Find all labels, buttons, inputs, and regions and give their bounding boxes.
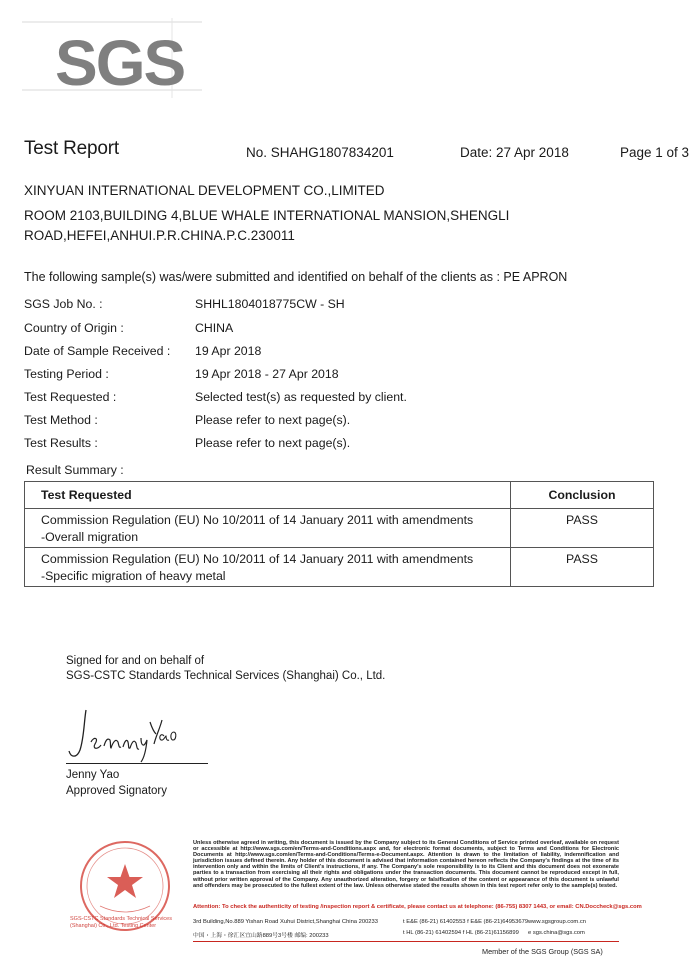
regulation-text: Commission Regulation (EU) No 10/2011 of 14 January 2011 with amendments	[41, 552, 474, 566]
report-title: Test Report	[24, 138, 119, 159]
field-value-job-no: SHHL1804018775CW - SH	[195, 297, 345, 311]
regulation-cell	[25, 548, 511, 587]
field-label-job-no: SGS Job No. :	[24, 297, 103, 311]
footer-disclaimer: Unless otherwise agreed in writing, this document is issued by the Company subject to its General Conditions of Service printed overleaf, available on request or accessible at http://www.sgs.com/en/Terms-and-Conditions.aspx and, for electronic format documents, subject to Terms and Conditions for Electronic Documents at http://www.sgs.com/en/Terms-and-Conditions/Terms-e-Document.aspx. Attention is drawn to the limitation of liability, indemnification and jurisdiction issues defined therein. Any holder of this document is advised that information contained hereon reflects the Company's findings at the time of its intervention only and within the limits of Client's instructions, if any. The Company's sole responsibility is to its Client and this document does not exonerate parties to a transaction from exercising all their rights and obligations under the transaction documents. This document cannot be reproduced except in full, without prior written approval of the Company. Any unauthorized alteration, forgery or falsification of the content or appearance of this document is unlawful and offenders may be prosecuted to the fullest extent of the law. Unless otherwise stated the results shown in this test report refer only to the sample(s) tested.	[193, 840, 619, 889]
column-header-conclusion: Conclusion	[511, 482, 654, 509]
signed-on-behalf: Signed for and on behalf of	[66, 655, 205, 667]
seal-caption: SGS-CSTC Standards Technical Services (Shanghai) Co., Ltd. Testing Center	[70, 916, 172, 929]
footer-divider	[193, 941, 619, 942]
client-address-line1: ROOM 2103,BUILDING 4,BLUE WHALE INTERNATIONAL MANSION,SHENGLI	[24, 208, 510, 223]
footer-website: www.sgsgroup.com.cn	[528, 919, 586, 925]
signature-line	[66, 763, 208, 764]
table-header-row	[25, 482, 654, 509]
field-label-test-requested: Test Requested :	[24, 390, 117, 404]
signatory-name: Jenny Yao	[66, 769, 120, 781]
regulation-text: Commission Regulation (EU) No 10/2011 of 14 January 2011 with amendments	[41, 513, 474, 527]
signing-company: SGS-CSTC Standards Technical Services (Shanghai) Co., Ltd.	[66, 670, 386, 682]
result-summary-table	[24, 481, 654, 587]
regulation-subtest: -Overall migration	[41, 530, 139, 544]
footer-phone-line2: t HL (86-21) 61402594 f HL (86-21)61156899	[403, 930, 519, 936]
table-row	[25, 548, 654, 587]
field-value-country: CHINA	[195, 321, 234, 335]
client-company: XINYUAN INTERNATIONAL DEVELOPMENT CO.,LIMITED	[24, 183, 385, 198]
report-date: Date: 27 Apr 2018	[460, 145, 569, 160]
field-value-test-method: Please refer to next page(s).	[195, 413, 351, 427]
sample-intro: The following sample(s) was/were submitted and identified on behalf of the clients as : PE APRON	[24, 270, 568, 284]
regulation-subtest: -Specific migration of heavy metal	[41, 569, 226, 583]
regulation-cell	[25, 509, 511, 548]
signatory-title: Approved Signatory	[66, 785, 168, 797]
field-label-country: Country of Origin :	[24, 321, 124, 335]
table-row	[25, 509, 654, 548]
field-value-received: 19 Apr 2018	[195, 344, 262, 358]
footer-email: e sgs.china@sgs.com	[528, 930, 585, 936]
field-value-testing-period: 19 Apr 2018 - 27 Apr 2018	[195, 367, 339, 381]
column-header-test-requested: Test Requested	[25, 482, 511, 509]
footer-address-cn: 中国・上海・徐汇区宜山路889号3号楼 邮编: 200233	[193, 933, 329, 939]
report-number: No. SHAHG1807834201	[246, 145, 394, 160]
handwritten-signature	[64, 702, 184, 764]
field-label-test-method: Test Method :	[24, 413, 98, 427]
svg-text:SGS: SGS	[55, 27, 185, 98]
field-label-test-results: Test Results :	[24, 436, 98, 450]
group-membership: Member of the SGS Group (SGS SA)	[482, 947, 603, 956]
client-address-line2: ROAD,HEFEI,ANHUI.P.R.CHINA.P.C.230011	[24, 228, 295, 243]
field-value-test-results: Please refer to next page(s).	[195, 436, 351, 450]
field-label-received: Date of Sample Received :	[24, 344, 171, 358]
conclusion-cell: PASS	[511, 548, 654, 587]
footer-phone-line1: t E&E (86-21) 61402553 f E&E (86-21)64953679	[403, 919, 529, 925]
authenticity-notice: Attention: To check the authenticity of testing /inspection report & certificate, please contact us at telephone: (86-755) 8307 1443, or email: CN.Doccheck@sgs.com	[193, 904, 642, 910]
page-indicator: Page 1 of 3	[620, 145, 690, 160]
conclusion-cell: PASS	[511, 509, 654, 548]
sgs-logo	[22, 18, 202, 98]
field-value-test-requested: Selected test(s) as requested by client.	[195, 390, 407, 404]
field-label-testing-period: Testing Period :	[24, 367, 109, 381]
footer-address-en: 3rd Building,No.889 Yishan Road Xuhui District,Shanghai China 200233	[193, 919, 378, 925]
result-summary-label: Result Summary :	[26, 463, 124, 477]
